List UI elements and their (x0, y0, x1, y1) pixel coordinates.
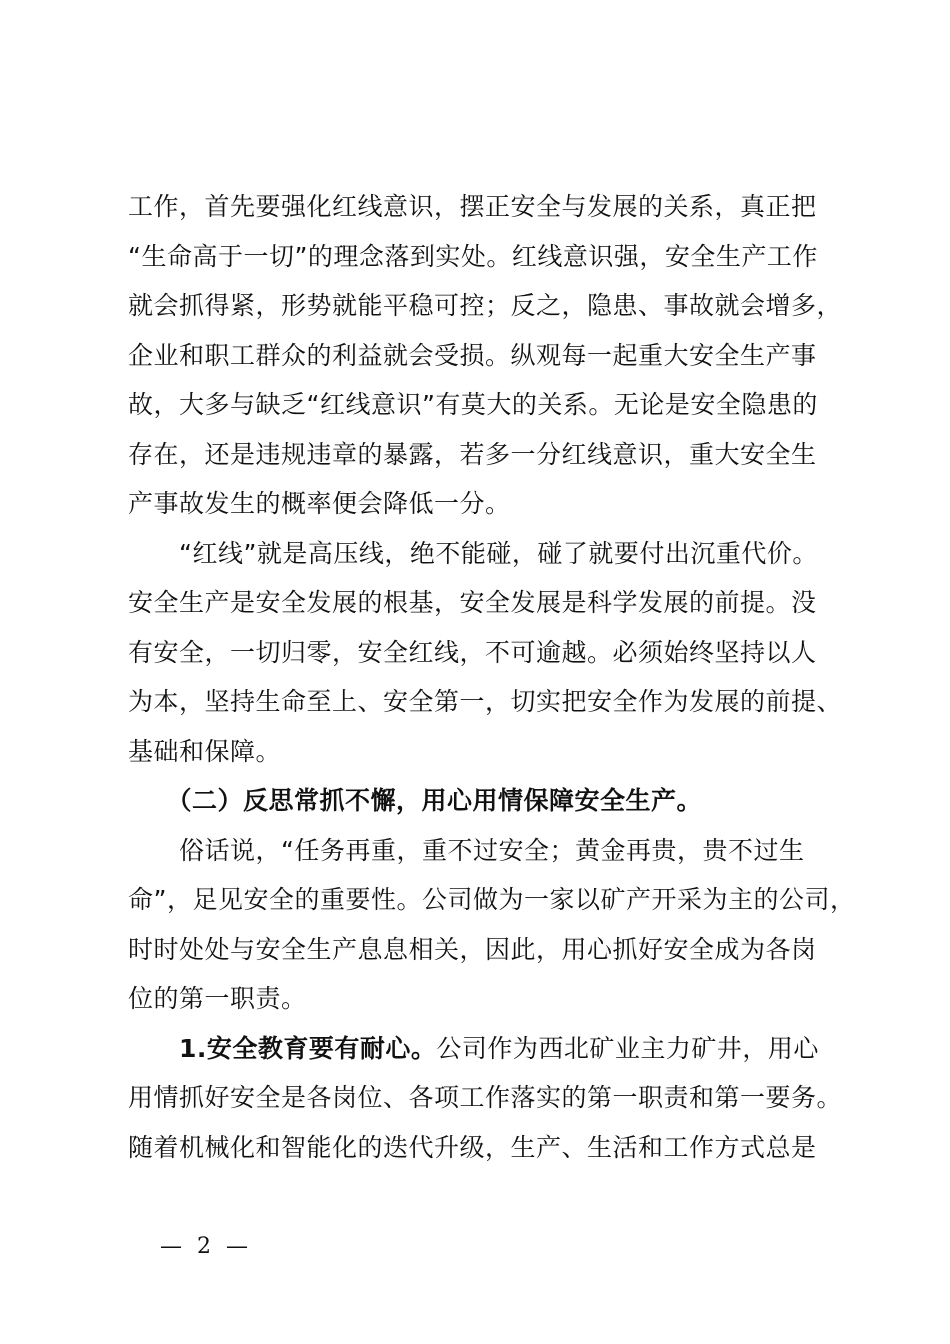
page-number: — 2 — (160, 1234, 252, 1259)
paragraph-line: 存在，还是违规违章的暴露，若多一分红线意识，重大安全生 (128, 439, 817, 469)
paragraph-line: 工作，首先要强化红线意识，摆正安全与发展的关系，真正把 (128, 192, 817, 221)
paragraph-line: 有安全，一切归零，安全红线，不可逾越。必须始终坚持以人 (128, 637, 817, 667)
subsection-text: 公司作为西北矿业主力矿井，用心 (436, 1033, 819, 1063)
paragraph-line: 为本，坚持生命至上、安全第一，切实把安全作为发展的前提、 (128, 687, 843, 716)
paragraph-line: 俗话说，“任务再重，重不过安全；黄金再贵，贵不过生 (128, 835, 805, 865)
section-heading: （二）反思常抓不懈，用心用情保障安全生产。 (128, 786, 703, 815)
paragraph-line: 故，大多与缺乏“红线意识”有莫大的关系。无论是安全隐患的 (128, 390, 818, 419)
paragraph-line: 就会抓得紧，形势就能平稳可控；反之，隐患、事故就会增多， (128, 291, 843, 320)
paragraph-line-with-heading (128, 1024, 850, 1074)
paragraph-line: 位的第一职责。 (128, 984, 307, 1013)
paragraph-line: “红线”就是高压线，绝不能碰，碰了就要付出沉重代价。 (128, 538, 818, 568)
paragraph-line: 命”，足见安全的重要性。公司做为一家以矿产开采为主的公司， (128, 885, 856, 914)
subsection-heading: 1.安全教育要有耐心。 (128, 1033, 437, 1063)
paragraph-line: “生命高于一切”的理念落到实处。红线意识强，安全生产工作 (128, 241, 818, 271)
paragraph-line: 基础和保障。 (128, 736, 282, 766)
paragraph-line: 用情抓好安全是各岗位、各项工作落实的第一职责和第一要务。 (128, 1083, 843, 1112)
paragraph-line: 时时处处与安全生产息息相关，因此，用心抓好安全成为各岗 (128, 934, 817, 964)
paragraph-line: 产事故发生的概率便会降低一分。 (128, 489, 511, 518)
paragraph-line: 随着机械化和智能化的迭代升级，生产、生活和工作方式总是 (128, 1132, 817, 1162)
document-body (128, 182, 856, 1172)
paragraph-line: 安全生产是安全发展的根基，安全发展是科学发展的前提。没 (128, 588, 817, 617)
paragraph-line: 企业和职工群众的利益就会受损。纵观每一起重大安全生产事 (128, 340, 817, 370)
